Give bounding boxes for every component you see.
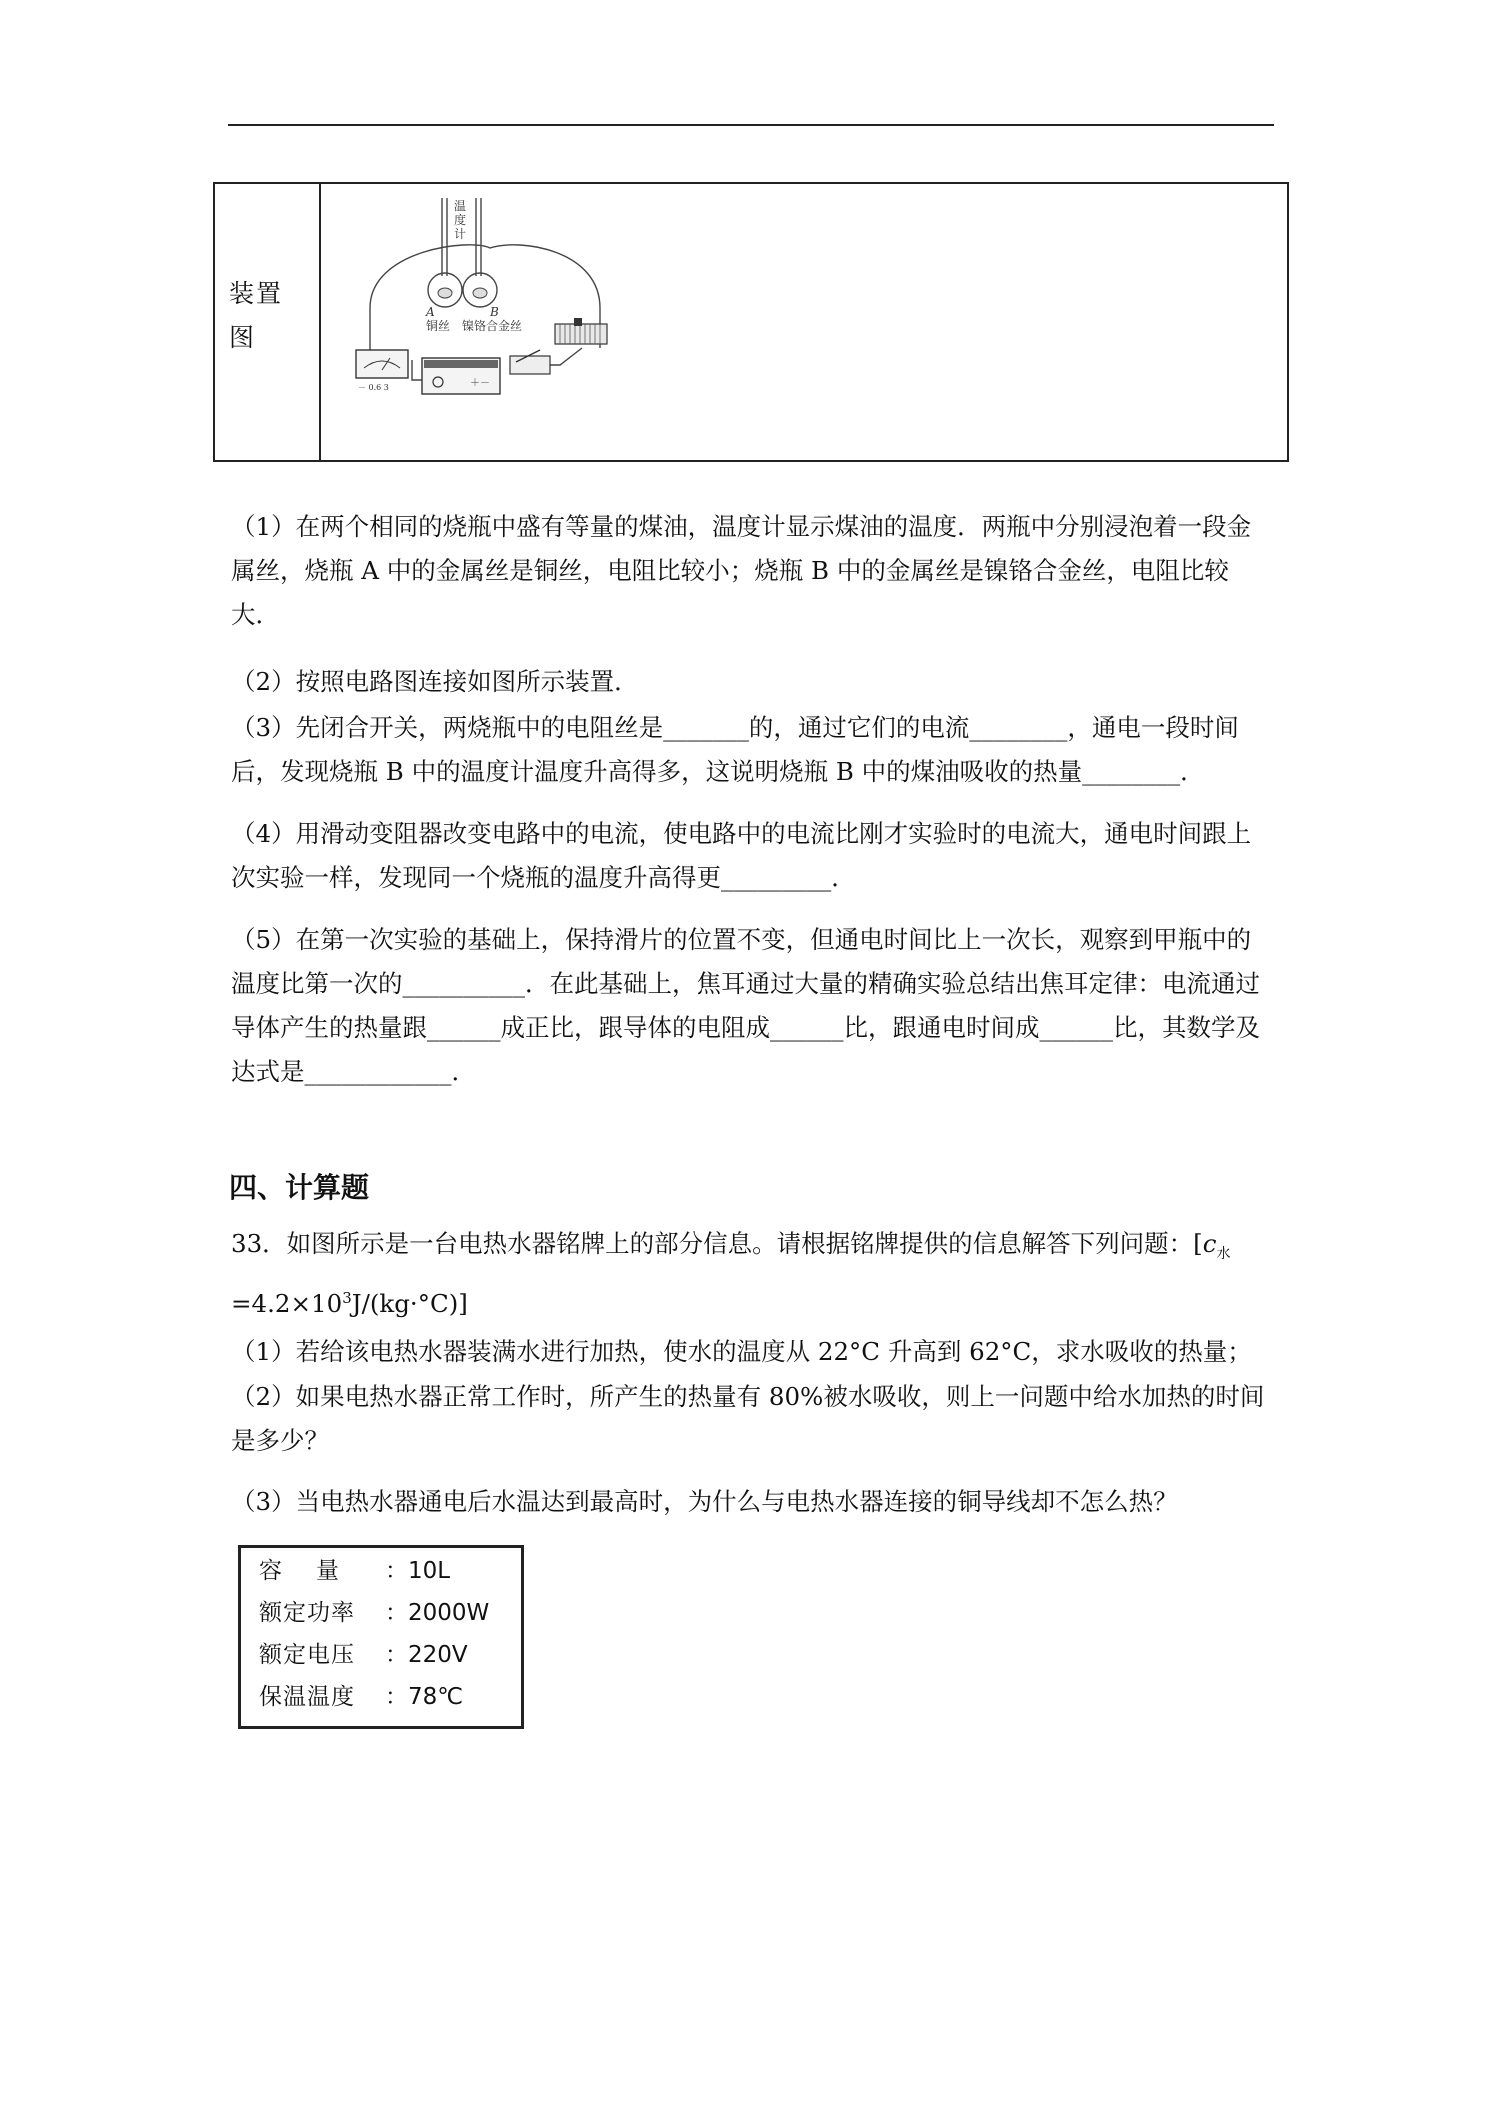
nameplate-label: 额定功率 [259, 1600, 355, 1626]
nameplate-value: ：220V [385, 1642, 468, 1668]
apparatus-diagram [350, 190, 612, 402]
question-33-part-2: （2）如果电热水器正常工作时，所产生的热量有 80%被水吸收，则上一问题中给水加热的时间是多少？ [231, 1382, 1265, 1455]
question-33-intro-text: 33．如图所示是一台电热水器铭牌上的部分信息。请根据铭牌提供的信息解答下列问题：[ [231, 1229, 1203, 1258]
step-4-text: （4）用滑动变阻器改变电路中的电流，使电路中的电流比刚才实验时的电流大，通电时间跟上次实验一样，发现同一个烧瓶的温度升高得更_________． [231, 819, 1252, 892]
switch-icon [510, 356, 550, 374]
nameplate-value: ：2000W [385, 1600, 490, 1626]
nameplate-row-capacity [259, 1556, 450, 1586]
nameplate-label: 容量 [259, 1558, 373, 1584]
step-3-text: （3）先闭合开关，两烧瓶中的电阻丝是_______的，通过它们的电流________，通电一段时间后，发现烧瓶 B 中的温度计温度升高得多，这说明烧瓶 B 中的煤油吸收的热量________． [231, 713, 1239, 786]
specific-heat-unit: J/(kg·°C)] [351, 1289, 468, 1318]
flask-a-label: A [426, 305, 435, 319]
apparatus-label [229, 272, 295, 360]
ammeter-icon [356, 350, 408, 378]
nameplate-row-voltage [259, 1640, 468, 1670]
rheostat-icon [555, 324, 607, 344]
header-rule [228, 124, 1274, 126]
nameplate-value: ：78℃ [385, 1684, 464, 1710]
thermometer-label-3: 计 [454, 227, 467, 241]
nameplate-value: ：10L [385, 1558, 451, 1584]
step-2-text: （2）按照电路图连接如图所示装置． [231, 667, 639, 696]
thermometer-label-2: 度 [454, 213, 467, 227]
nameplate-row-power [259, 1598, 489, 1628]
nameplate-label: 保温温度 [259, 1684, 355, 1710]
specific-heat-symbol: c [1202, 1229, 1217, 1258]
thermometer-label-1: 温 [454, 199, 467, 213]
ammeter-scale-label: － 0.6 3 [358, 383, 389, 392]
specific-heat-exponent: 3 [342, 1289, 352, 1307]
apparatus-label-cell [215, 184, 321, 460]
wire-b-label: 镍铬合金丝 [462, 319, 523, 333]
section-heading: 四、计算题 [229, 1171, 370, 1204]
nameplate-row-holding-temp [259, 1682, 463, 1712]
question-33-intro [231, 1222, 1275, 1326]
step-5-text: （5）在第一次实验的基础上，保持滑片的位置不变，但通电时间比上一次长，观察到甲瓶中的温度比第一次的__________．在此基础上，焦耳通过大量的精确实验总结出焦耳定律：电流通过导体产生的热量跟______成正比，跟导体的电阻成______比，跟通电时间成______比，其数学及达式是____________． [231, 925, 1260, 1086]
heater-nameplate [238, 1545, 524, 1729]
nameplate-label: 额定电压 [259, 1642, 355, 1668]
step-1-text: （1）在两个相同的烧瓶中盛有等量的煤油，温度计显示煤油的温度．两瓶中分别浸泡着一段金属丝，烧瓶 A 中的金属丝是铜丝，电阻比较小；烧瓶 B 中的金属丝是镍铬合金丝，电阻比较大． [231, 512, 1252, 629]
power-terminals-label: ＋－ [470, 378, 490, 389]
flask-b-label: B [490, 305, 499, 319]
apparatus-label-line1: 装置 [229, 279, 284, 308]
specific-heat-subscript: 水 [1216, 1246, 1231, 1262]
question-33-part-1: （1）若给该电热水器装满水进行加热，使水的温度从 22°C 升高到 62°C，求水吸收的热量； [231, 1337, 1252, 1366]
specific-heat-value: =4.2×10 [231, 1289, 343, 1318]
apparatus-label-line2: 图 [229, 323, 257, 352]
wire-a-label: 铜丝 [426, 319, 451, 333]
question-33-part-3: （3）当电热水器通电后水温达到最高时，为什么与电热水器连接的铜导线却不怎么热？ [231, 1487, 1178, 1516]
